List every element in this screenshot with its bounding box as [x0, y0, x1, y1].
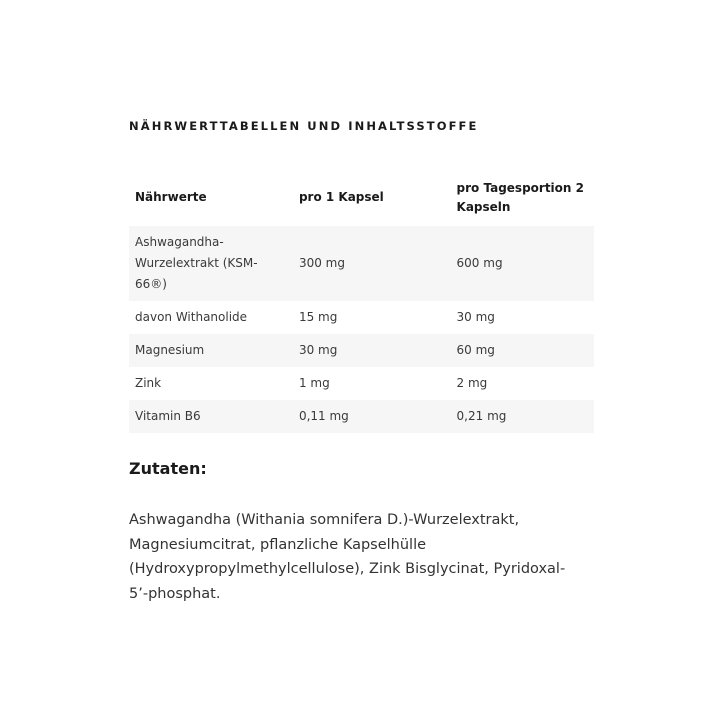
table-row [129, 334, 594, 367]
header-pro-kapsel: pro 1 Kapsel [298, 190, 384, 204]
row-per-day: 0,21 mg [456, 409, 507, 423]
table-header-row [129, 169, 594, 226]
row-nutrient: Magnesium [135, 343, 205, 357]
row-nutrient: Ashwagandha-Wurzelextrakt (KSM-66®) [135, 235, 258, 291]
row-per-capsule: 15 mg [298, 310, 338, 324]
row-per-capsule: 30 mg [298, 343, 338, 357]
table-row [129, 226, 594, 301]
section-title: NÄHRWERTTABELLEN UND INHALTSSTOFFE [129, 119, 479, 133]
row-per-day: 60 mg [456, 343, 495, 357]
nutrition-table [129, 169, 594, 433]
table-row [129, 400, 594, 433]
header-pro-tagesportion: pro Tagesportion 2 Kapseln [456, 180, 584, 214]
row-per-day: 30 mg [456, 310, 495, 324]
row-nutrient: davon Withanolide [135, 310, 248, 324]
ingredients-text: Ashwagandha (Withania somnifera D.)-Wurzelextrakt, Magnesiumcitrat, pflanzliche Kapselhülle (Hydroxypropylmethylcellulose), Zink Bisglycinat, Pyridoxal-5’-phosphat. [129, 512, 566, 602]
table-row [129, 367, 594, 400]
row-nutrient: Zink [135, 376, 162, 390]
row-per-capsule: 1 mg [298, 376, 330, 390]
row-per-capsule: 0,11 mg [298, 409, 349, 423]
row-per-capsule: 300 mg [298, 256, 345, 270]
ingredients-title: Zutaten: [129, 459, 207, 478]
row-per-day: 600 mg [456, 256, 503, 270]
row-nutrient: Vitamin B6 [135, 409, 201, 423]
header-naehrwerte: Nährwerte [135, 190, 207, 204]
row-per-day: 2 mg [456, 376, 488, 390]
table-row [129, 301, 594, 334]
